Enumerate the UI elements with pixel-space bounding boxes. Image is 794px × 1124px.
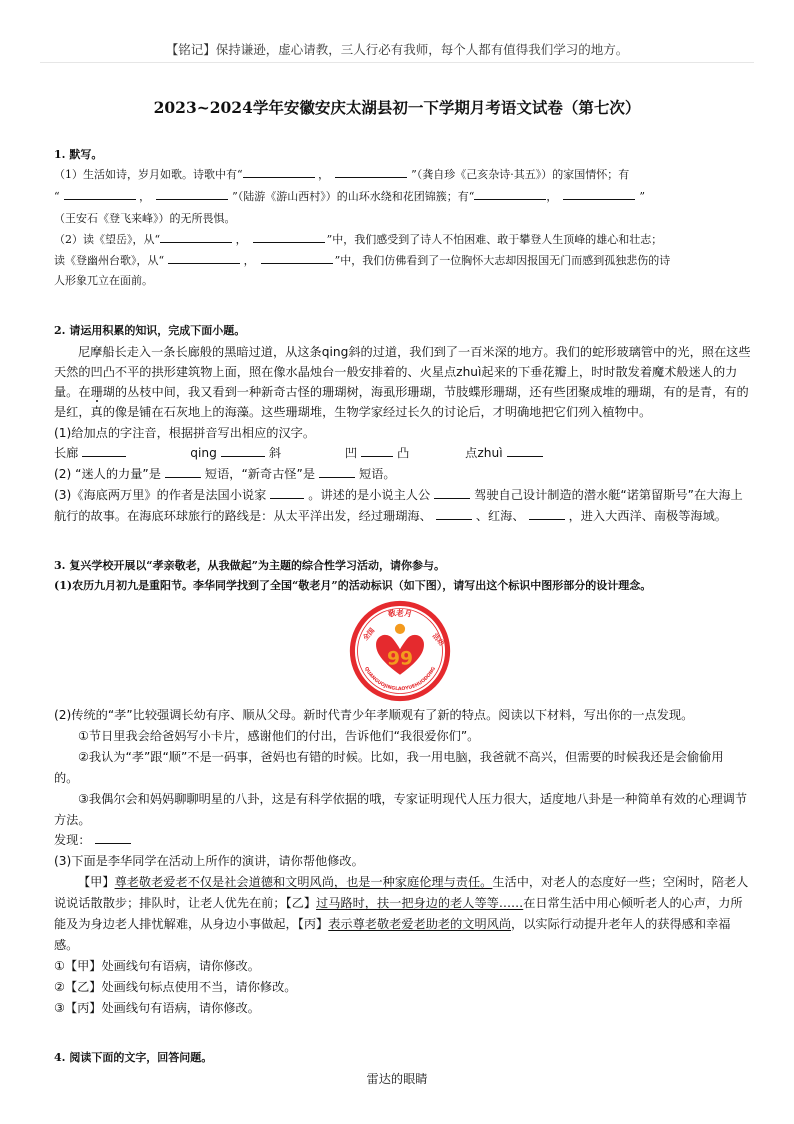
answer-blank[interactable] bbox=[221, 445, 265, 457]
header-motto: 【铭记】保持谦逊，虚心请教，三人行必有我师，每个人都有值得我们学习的地方。 bbox=[165, 42, 629, 57]
header-divider bbox=[40, 62, 754, 63]
underlined-sentence-bing: 表示尊老敬老爱老助老的文明风尚 bbox=[328, 917, 512, 931]
q1-line-1: （1）生活如诗，岁月如歌。诗歌中有“ ， ”（龚自珍《己亥杂诗·其五》）的家国情怀；有 bbox=[54, 168, 630, 181]
q2-sub-1: (1)给加点的字注音，根据拼音写出相应的汉字。 bbox=[54, 426, 316, 440]
material-2-line-2: 的。 bbox=[54, 771, 79, 785]
q3-sub-3: (3)下面是李华同学在活动上所作的演讲，请你帮他修改。 bbox=[54, 854, 364, 868]
exam-title: 2023~2024学年安徽安庆太湖县初一下学期月考语文试卷（第七次） bbox=[153, 98, 641, 117]
q2-paragraph-line-4: 是红，真的像是铺在石灰地上的海藻。这些珊瑚堆，生物学家经过长久的讨论后，才明确地把它们列入植物中。 bbox=[54, 405, 652, 419]
head-dot-icon bbox=[395, 624, 405, 634]
material-2-line-1: ②我认为“孝”跟“顺”不是一码事，爸妈也有错的时候。比如，我一用电脑，我爸就不高兴，但需要的时候我还是会偷偷用 bbox=[78, 750, 724, 764]
answer-blank[interactable] bbox=[165, 466, 201, 478]
q1-line-4: （2）读《望岳》，从“ ， ”中，我们感受到了诗人不怕困难、敢于攀登人生顶峰的雄心和壮志； bbox=[54, 233, 663, 246]
elderly-month-logo bbox=[349, 600, 451, 702]
speech-line-1: 【甲】尊老敬老爱老不仅是社会道德和文明风尚，也是一种家庭伦理与责任。生活中，对老人的态度好一些；空闲时，陪老人 bbox=[78, 875, 749, 889]
answer-blank[interactable] bbox=[474, 188, 546, 200]
q2-word-row: 长廊 qing 斜 凹 凸 点zhuì bbox=[54, 444, 543, 461]
q1-heading: 1. 默写。 bbox=[54, 148, 103, 161]
q2-paragraph-line-3: 量。在珊瑚的丛枝中间，我又看到一种新奇古怪的珊瑚树，海虱形珊瑚，节肢蝶形珊瑚，还有些团聚成堆的珊瑚，有的是青，有的 bbox=[54, 385, 749, 399]
q1-line-3: （王安石《登飞来峰》）的无所畏惧。 bbox=[54, 212, 236, 225]
task-2: ②【乙】处画线句标点使用不当，请你修改。 bbox=[54, 980, 297, 994]
q3-sub-1: (1)农历九月初九是重阳节。李华同学找到了全国“敬老月”的活动标识（如下图），请写出这个标识中图形部分的设计理念。 bbox=[54, 579, 652, 592]
underlined-sentence-jia: 尊老敬老爱老不仅是社会道德和文明风尚，也是一种家庭伦理与责任。 bbox=[114, 875, 493, 889]
material-3-line-2: 方法。 bbox=[54, 813, 91, 827]
task-3: ③【丙】处画线句有语病，请你修改。 bbox=[54, 1001, 260, 1015]
answer-blank[interactable] bbox=[156, 188, 228, 200]
logo-bottom-text: QUANGUOJINGLAOYUEHUODONG bbox=[362, 666, 438, 693]
answer-blank[interactable] bbox=[270, 487, 304, 499]
answer-blank[interactable] bbox=[243, 166, 315, 178]
answer-blank[interactable] bbox=[160, 231, 232, 243]
logo-left-text: 全国 bbox=[361, 626, 377, 643]
q1-line-6: 人形象兀立在面前。 bbox=[54, 274, 153, 287]
answer-blank[interactable] bbox=[95, 832, 131, 844]
q2-sub-2: (2) “迷人的力量”是 短语，“新奇古怪”是 短语。 bbox=[54, 467, 396, 481]
nine-nine-figure-icon: 99 bbox=[386, 648, 414, 670]
q1-line-2: “ ， ”（陆游《游山西村》）的山环水绕和花团锦簇；有“ ， ” bbox=[54, 190, 645, 203]
q2-paragraph-line-2: 天然的凹凸不平的拱形建筑物上面，照在像水晶烛台一般安排着的、火星点zhuì起来的下垂花瓣上，时时散发着魔术般迷人的力 bbox=[54, 365, 738, 379]
answer-blank[interactable] bbox=[64, 188, 136, 200]
answer-blank[interactable] bbox=[261, 252, 333, 264]
finding-row: 发现： bbox=[54, 831, 131, 848]
speech-line-2: 说说话散散步；排队时，让老人优先在前；【乙】过马路时，扶一把身边的老人等等……在日常生活中用心倾听老人的心声，力所 bbox=[54, 896, 743, 910]
answer-blank[interactable] bbox=[168, 252, 240, 264]
answer-blank[interactable] bbox=[253, 231, 325, 243]
q2-heading: 2. 请运用积累的知识，完成下面小题。 bbox=[54, 324, 246, 337]
q3-sub-2: (2)传统的“孝”比较强调长幼有序、顺从父母。新时代青少年孝顺观有了新的特点。阅读以下材料，写出你的一点发现。 bbox=[54, 708, 694, 722]
answer-blank[interactable] bbox=[361, 445, 393, 457]
passage-title: 雷达的眼睛 bbox=[366, 1072, 428, 1086]
answer-blank[interactable] bbox=[507, 445, 543, 457]
logo-top-text: 敬老月 bbox=[387, 608, 413, 619]
answer-blank[interactable] bbox=[335, 166, 407, 178]
q2-sub-3-line-1: (3)《海底两万里》的作者是法国小说家 。讲述的是小说主人公 驾驶自己设计制造的潜水艇“诺第留斯号”在大海上 bbox=[54, 488, 743, 502]
logo-right-text: 活动 bbox=[430, 631, 446, 648]
q2-sub-3-line-2: 航行的故事。在海底环球旅行的路线是：从太平洋出发，经过珊瑚海、 、红海、 ，进入大西洋、南极等海域。 bbox=[54, 509, 727, 523]
speech-line-3: 能及为身边老人排忧解难，从身边小事做起，【丙】表示尊老敬老爱老助老的文明风尚，以实际行动提升老年人的获得感和幸福 bbox=[54, 917, 731, 931]
answer-blank[interactable] bbox=[319, 466, 355, 478]
underlined-sentence-yi: 过马路时，扶一把身边的老人等等…… bbox=[316, 896, 524, 910]
dotted-character: 珊 bbox=[90, 385, 103, 399]
speech-line-4: 感。 bbox=[54, 938, 79, 952]
answer-blank[interactable] bbox=[434, 487, 470, 499]
answer-blank[interactable] bbox=[563, 188, 635, 200]
answer-blank[interactable] bbox=[436, 508, 472, 520]
q1-line-5: 读《登幽州台歌》，从“ ， ”中，我们仿佛看到了一位胸怀大志却因报国无门而感到孤独悲伤的诗 bbox=[54, 254, 671, 267]
material-1: ①节日里我会给爸妈写小卡片，感谢他们的付出，告诉他们“我很爱你们”。 bbox=[78, 729, 480, 743]
q3-heading: 3. 复兴学校开展以“孝亲敬老，从我做起”为主题的综合性学习活动，请你参与。 bbox=[54, 559, 445, 572]
task-1: ①【甲】处画线句有语病，请你修改。 bbox=[54, 959, 260, 973]
q4-heading: 4. 阅读下面的文字，回答问题。 bbox=[54, 1051, 213, 1064]
q2-paragraph-line-1: 尼摩船长走入一条长廊般的黑暗过道，从这条qing斜的过道，我们到了一百米深的地方。我们的蛇形玻璃管中的光，照在这些 bbox=[78, 345, 751, 359]
answer-blank[interactable] bbox=[529, 508, 565, 520]
material-3-line-1: ③我偶尔会和妈妈聊聊明星的八卦，这是有科学依据的哦，专家证明现代人压力很大，适度地八卦是一种简单有效的心理调节 bbox=[78, 792, 748, 806]
answer-blank[interactable] bbox=[82, 445, 126, 457]
